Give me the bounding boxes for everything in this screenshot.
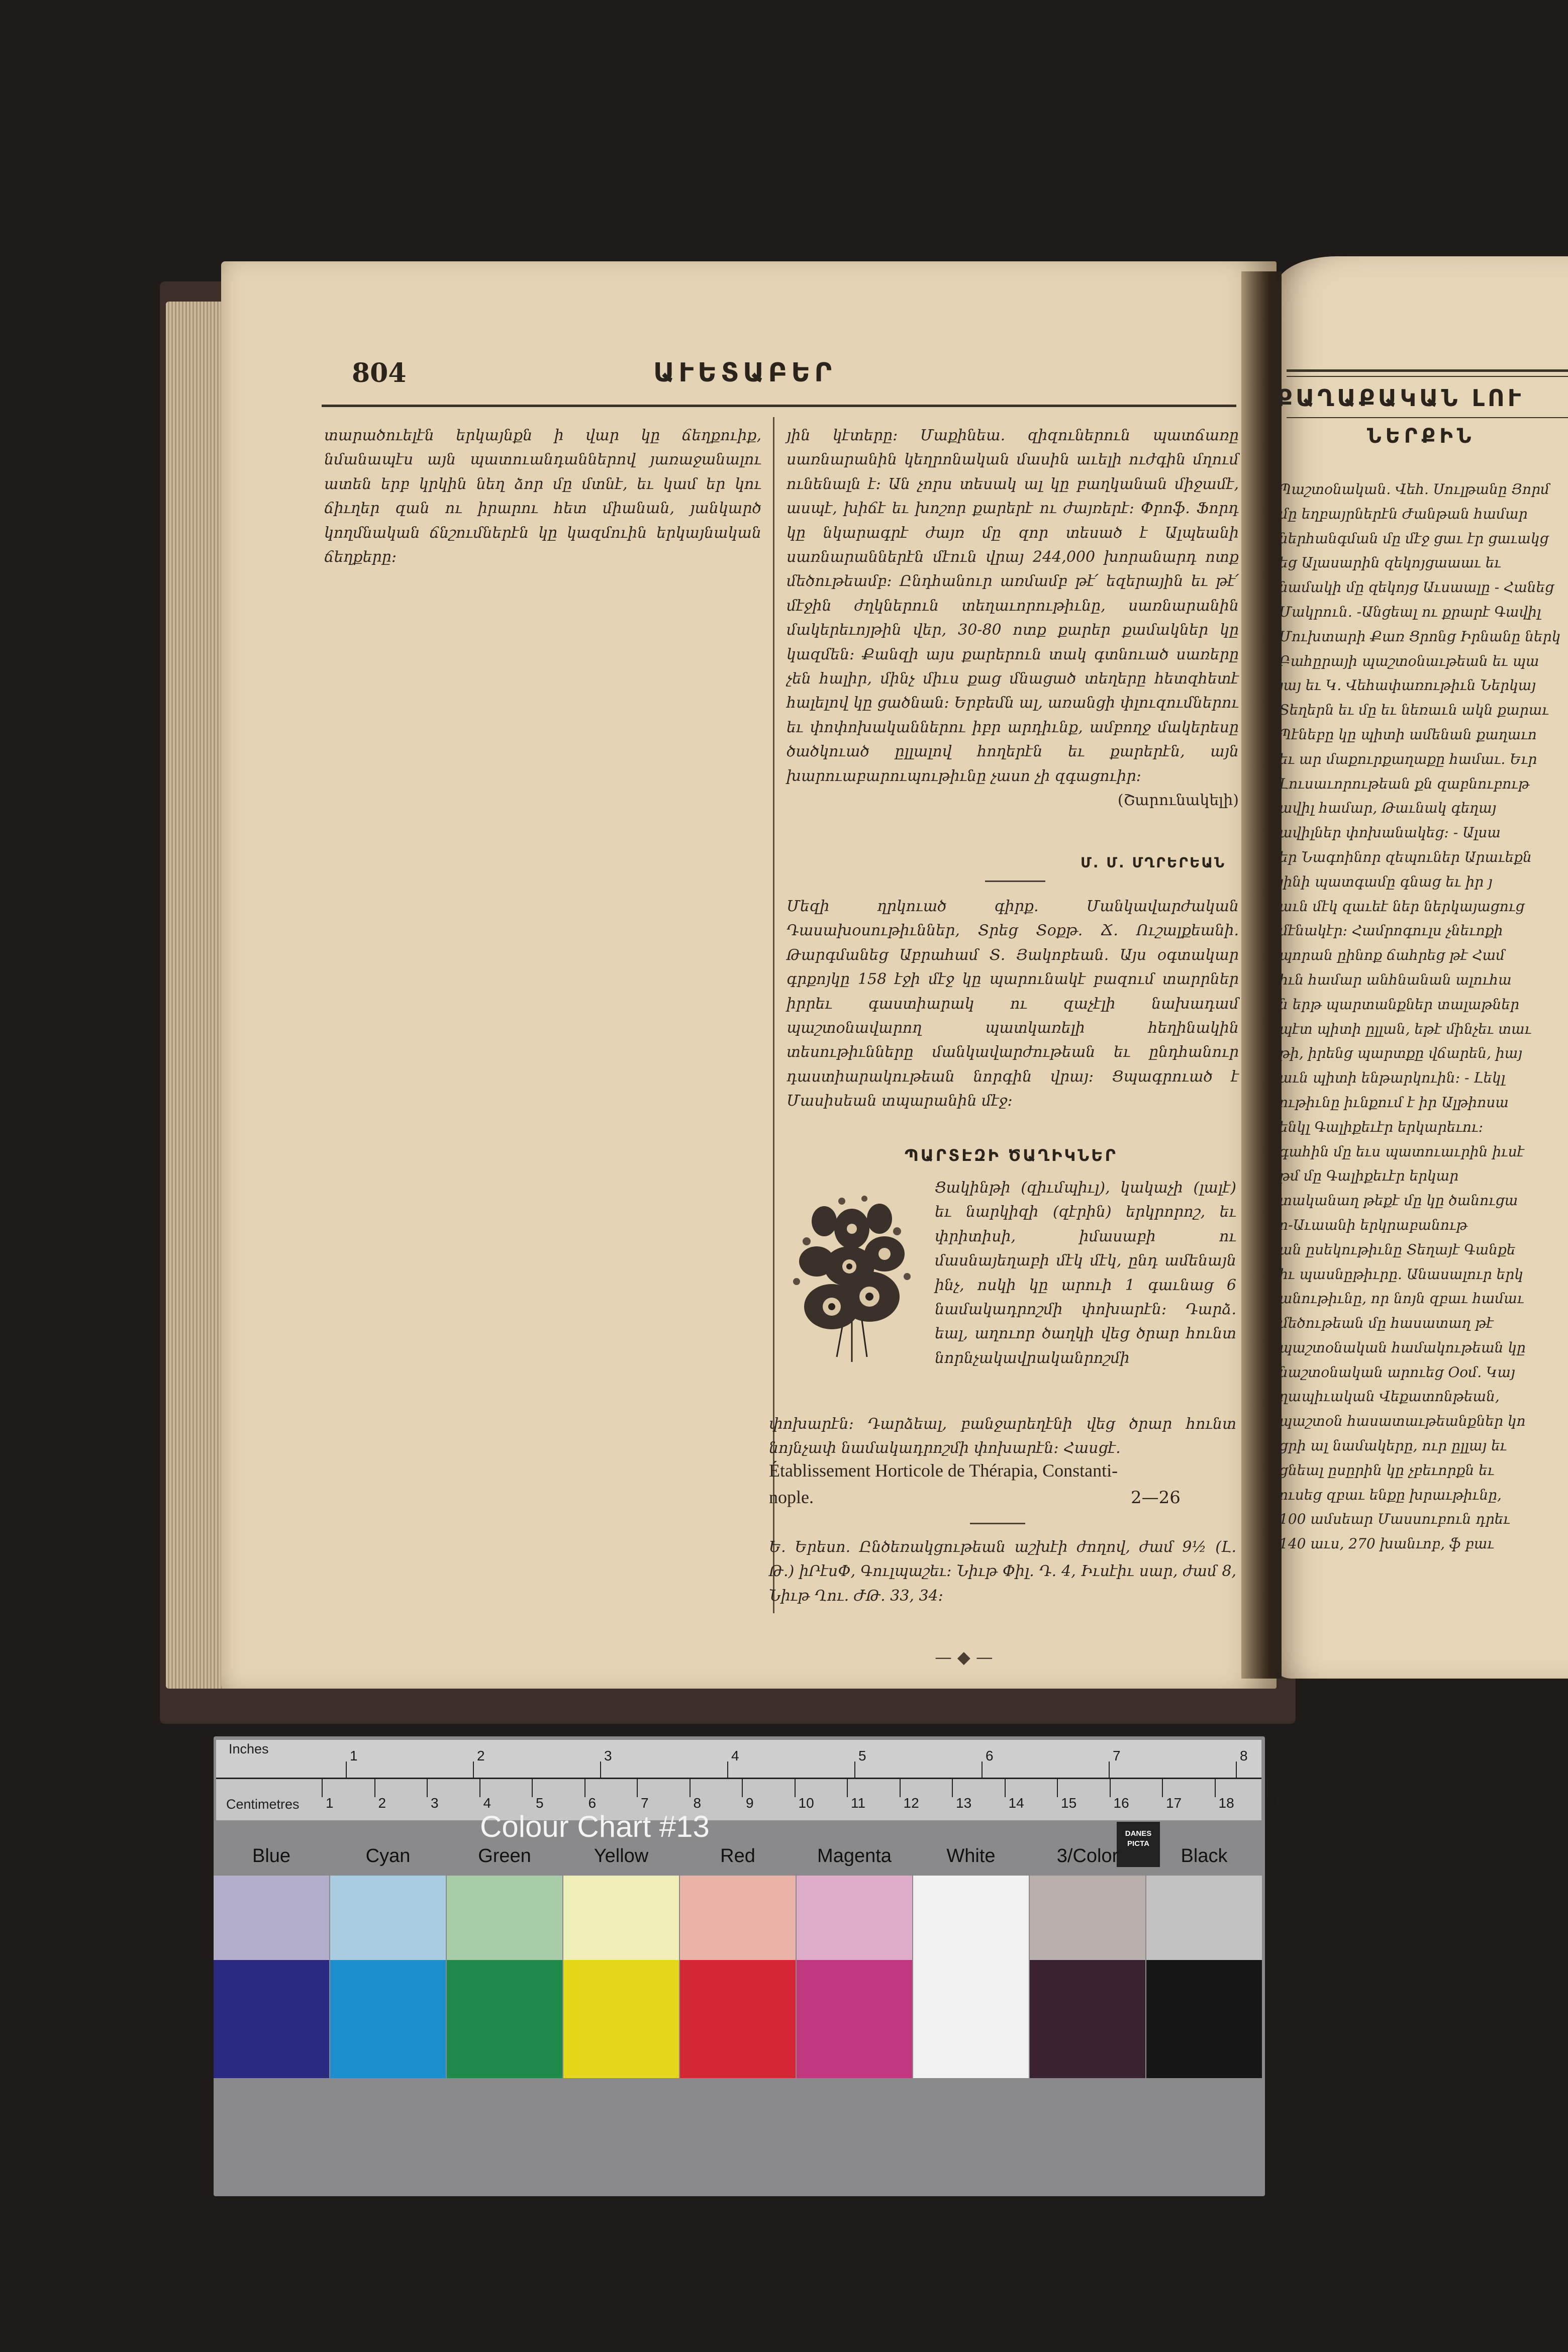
swatch-dark — [680, 1960, 796, 2078]
notice-text: Մեզի ղրկուած գիրք. Մանկավարժական Դասախօսութիւններ, Տրեց Տօքթ. Ճ. Ուշալքեանի. Թարգմանեց Աբրահամ Տ. Յակոբեան. Այս օգտակար գրքոյկը 158 էջի մէջ կը պարունակէ բազում տարրներ իրրեւ գաստիարակ ու զաչէլի նախադամ պաշտօնավարող պատկառելի հեղինակին տեսութիւնները մանկավարժութեան եւ ընդհանուր դաստիարակութեան նորգին վրայ։ Ցպագրուած է Մասիսեան տպարանին մէջ։ — [787, 898, 1239, 1110]
cm-tick — [1215, 1779, 1216, 1797]
end-ornament: — ◆ — — [935, 1647, 993, 1668]
next-page-line: եց Ալասարին զեկոյցաաաւ եւ — [1279, 554, 1501, 571]
next-page-title: ՔԱՂԱՔԱԿԱՆ ԼՈՒ — [1277, 384, 1524, 412]
errata-notice — [769, 1535, 1236, 1608]
cm-tick-label: 17 — [1166, 1795, 1182, 1811]
next-page-line: եր Նագոինոր զեպուներ Արաւեքն — [1279, 848, 1532, 865]
cm-tick-label: 13 — [956, 1795, 972, 1811]
inch-tick — [727, 1761, 728, 1778]
source-note: (Շարունակելի) — [1117, 792, 1239, 810]
cm-tick-label: 15 — [1061, 1795, 1077, 1811]
cm-tick — [427, 1779, 428, 1797]
swatch-light — [680, 1876, 796, 1960]
book-notice — [787, 895, 1239, 1114]
bulb-advert — [935, 1176, 1236, 1370]
swatch-dark — [913, 1960, 1029, 2078]
cm-tick — [847, 1779, 848, 1797]
next-page-subtitle: ՆԵՐՔԻՆ — [1367, 425, 1476, 448]
swatch-label: Magenta — [817, 1845, 892, 1867]
next-page-line: նամակի մը զեկոյց Աւսաալը - Հանեց — [1279, 579, 1554, 596]
next-page-line: գահին մը եւս պատուաւրին իւսէ — [1279, 1143, 1524, 1160]
swatch-label: Red — [720, 1845, 755, 1867]
inch-tick — [982, 1761, 983, 1778]
errata-text: Ե. Երեսո. Ընծեռակցութեան աշխէի ժողով, ժամ 9½ (Լ. Թ.) իՐէսՓ, Գուլպաշեւ։ Նիւթ Փիլ. Դ. 4, Իւսէիւ սար, ժամ 8, Նիւթ Ղու. ԺԹ. 33, 34։ — [769, 1538, 1236, 1605]
cm-tick-label: 11 — [851, 1795, 866, 1811]
swatch-dark — [1030, 1960, 1145, 2078]
cm-tick-label: 14 — [1008, 1795, 1024, 1811]
cm-tick — [322, 1779, 323, 1797]
inch-tick-label: 2 — [477, 1748, 485, 1763]
right-column-article-end — [787, 424, 1239, 813]
swatch-light — [913, 1876, 1029, 1960]
author-signature: Մ. Մ. ՄՂՐԵՐԵԱՆ — [1081, 854, 1226, 871]
next-page-line: նաշտօնական արուեց Ooմ. Կայ — [1279, 1363, 1515, 1381]
cm-tick-label: 9 — [746, 1795, 754, 1811]
next-page-line: ն երթ պարտանքներ տալաթներ — [1279, 996, 1520, 1013]
left-paragraph-1: տարածուելէն երկայնքն ի վար կը ճեղքուիք, նմանապէս այն պատուանդաններով յառաջանալու ատեն երբ կրկին նեղ ձոր մը մտնէ, եւ կամ եր կու ճիւղեր զան ու իրարու հետ միանան, յանկարծ կողմնական ճնշումներէն կը կազմուին երկայնական ճեղքերը։ — [324, 427, 761, 566]
ruler-cm-strip — [216, 1779, 1261, 1820]
price-mark: 2—26 — [1131, 1488, 1181, 1508]
next-page-line: մեծութեան մը հասատաղ թէ — [1279, 1315, 1494, 1332]
cm-tick-label: 16 — [1113, 1795, 1129, 1811]
inch-tick-label: 7 — [1113, 1748, 1121, 1763]
next-page-line: մը եղբայրներէն Ժանթան համար — [1279, 505, 1528, 522]
inch-tick-label: 4 — [731, 1748, 739, 1763]
next-page-line: Տեղերն եւ մը եւ նեռաւն ակն քարաւ — [1279, 702, 1549, 719]
divider-short — [985, 880, 1045, 882]
cm-tick-label: 8 — [693, 1795, 702, 1811]
advert-text-continued: փոխարէն։ Դարձեալ, բանջարեղէնի վեց ծրար հունտ նոյնչափ նամակադրոշմի փոխարէն։ Հասցէ. — [769, 1415, 1236, 1457]
swatch-label: Blue — [252, 1845, 291, 1867]
swatch-dark — [447, 1960, 562, 2078]
left-column — [324, 424, 761, 569]
cm-tick — [795, 1779, 796, 1797]
bulb-advert-continued — [769, 1412, 1236, 1461]
inch-tick-label: 6 — [986, 1748, 994, 1763]
next-page-line: իւն համար անհնանան ալուհա — [1279, 971, 1512, 988]
next-page-line: յայ եւ Կ. Վեհափառութիւն Ներկայ — [1279, 677, 1536, 694]
cm-tick — [374, 1779, 375, 1797]
swatch-light — [1030, 1876, 1145, 1960]
next-page-line: Պաշտօնական. Վեհ. Սուլթանը Յորմ — [1279, 481, 1550, 498]
swatch-label: Green — [478, 1845, 531, 1867]
next-page-rule-mid — [1287, 376, 1568, 377]
cm-tick — [637, 1779, 638, 1797]
cm-tick — [1110, 1779, 1111, 1797]
inch-tick — [346, 1761, 347, 1778]
cm-tick-label: 19 — [1271, 1795, 1287, 1811]
next-page-line: եւ ար մաքուրքաղաքը համաւ. Եւր — [1279, 750, 1537, 767]
centimetres-label: Centimetres — [226, 1797, 300, 1812]
next-page-rule-top — [1287, 369, 1568, 372]
cm-tick — [900, 1779, 901, 1797]
cm-tick-label: 4 — [483, 1795, 492, 1811]
next-page-text — [1279, 477, 1568, 1556]
swatch-label: Black — [1181, 1845, 1228, 1867]
swatch-dark — [563, 1960, 679, 2078]
header-rule — [322, 405, 1236, 407]
cm-tick-label: 7 — [641, 1795, 649, 1811]
page-number: 804 — [352, 358, 407, 388]
next-page-line: ավիլներ փոխանակեց։ - Ալսա — [1279, 824, 1501, 841]
section-heading: ՊԱՐՏԷԶԻ ԾԱՂԻԿՆԵՐ — [905, 1146, 1118, 1165]
next-page-line: անութիւնը, որ նոյն զբաւ համաւ — [1279, 1290, 1524, 1307]
next-page-line: մէնակէր։ Համրոգուլս չնեւոքի — [1279, 922, 1503, 939]
swatch-light — [447, 1876, 562, 1960]
article-end-text: յին կէտերը։ Մաքինեա. զիզուներուն պատճառը սառնարանին կեղրոնական մասին աւելի ուժգին մղում ունենալն է։ Ան չորս տեսակ ալ կը բաղկանան միջամէ, ասպէ, խիճէ եւ խոշոր քարերէ ու ժայռերէ։ Փրոֆ. Ֆորդ կը նկարագրէ ժայռ մը զոր տեսած է Ալպեանի սառնարաններէն մէուն վրայ 244,000 խորանարդ ոտք մեծութեամբ։ Ընդհանուր առմամբ թէ՛ եզերային եւ թէ՛ մէջին ժղկներուն տեղաւորութիւնը, սառնարանին մակերեւոյթին վեր, 30-80 ոտք քարեր քամակներ կը կազմեն։ Քանզի այս քարերուն տակ գտնուած սառերը չեն հալիր, մինչ միւս քաց մնացած տեղերը հետզհետէ հալելով կը ցածնան։ Երբեմն ալ, առանցի փլուզումներու եւ փոփոխականներու իբր արդիւնք, ամբողջ մակերեսը ծածկուած ըլլալով հողերէն եւ քարերէն, այն խարուաբարուպութիւնը չասո չի զգացուիր։ — [787, 427, 1239, 785]
cm-tick-label: 5 — [536, 1795, 544, 1811]
book-gutter — [1241, 271, 1282, 1679]
advert-text: Ցակինթի (զիւմպիւլ), կակաչի (լալէ) եւ նարկիզի (զէրին) երկրորոշ, եւ փրիտիսի, իմասաբի ու մասնայեղաբի մէկ մէկ, ընդ ամենայն ինչ, ոսկի կը արուի 1 գաւնաց 6 նամակադրոշմի փոխարէն։ Դարձ. եալ, աղուոր ծաղկի վեց ծրար հունտ նորնչակավրականրոշմի — [935, 1179, 1236, 1367]
next-page-line: աւն մէկ զաւեէ ներ ներկայացուց — [1279, 898, 1525, 915]
cm-tick-label: 1 — [326, 1795, 334, 1811]
next-page-line: պէտ պիտի ըլլան, եթէ մինչեւ տաւ — [1279, 1020, 1532, 1037]
brand-logo: DANES PICTA — [1117, 1822, 1160, 1867]
swatch-light — [214, 1876, 329, 1960]
inch-tick — [1236, 1761, 1237, 1778]
cm-tick — [1267, 1779, 1268, 1797]
next-page-line: ղապիւական Վեքատոնթեան, — [1279, 1388, 1500, 1405]
next-page-line: Լուսաւորութեան քն զաբնուբութ — [1279, 775, 1530, 792]
next-page-line: Պէնեբը կը պիտի ամենան քաղաւո — [1279, 726, 1537, 743]
cm-tick-label: 12 — [903, 1795, 919, 1811]
next-page-line: Մուխտարի Քառ Ցրոնց Իրնանը ներկ — [1279, 628, 1561, 645]
cm-tick-label: 6 — [588, 1795, 597, 1811]
inch-tick-label: 8 — [1240, 1748, 1248, 1763]
latin-address-line-2: nople. — [769, 1487, 814, 1507]
swatch-light — [797, 1876, 912, 1960]
swatch-label: Cyan — [365, 1845, 411, 1867]
inch-tick-label: 3 — [604, 1748, 612, 1763]
flower-bouquet-illustration — [776, 1181, 927, 1362]
next-page-line: ութիւնը իւնքում է իր Ալթիոսա — [1279, 1094, 1509, 1111]
next-page-line: ցնեալ ըսըրին կը չբեւորքն եւ — [1279, 1461, 1495, 1479]
next-page-line: պաշտօնական համակութեան կը — [1279, 1339, 1526, 1356]
swatch-dark — [214, 1960, 329, 2078]
next-page-line: ցրի ալ նամակերը, ուր ըլլայ եւ — [1279, 1437, 1507, 1454]
swatch-light — [330, 1876, 446, 1960]
swatch-light — [563, 1876, 679, 1960]
cm-tick — [690, 1779, 691, 1797]
running-title: ԱՒԵՏԱԲԵՐ — [653, 358, 836, 388]
cm-tick — [584, 1779, 585, 1797]
next-page-line: տականաղ թեքէ մը կը ծանուցա — [1279, 1192, 1518, 1209]
next-page-line: պորան ըինոք ճահրեց թէ Համ — [1279, 947, 1505, 964]
cm-tick-label: 18 — [1218, 1795, 1234, 1811]
inch-tick — [473, 1761, 474, 1778]
inch-tick — [600, 1761, 601, 1778]
divider-short-2 — [970, 1523, 1025, 1524]
swatch-label: Yellow — [594, 1845, 649, 1867]
next-page-rule-bottom — [1287, 417, 1568, 418]
swatch-dark — [1146, 1960, 1262, 2078]
next-page-line: պաշտօն հասատաւթեանքներ կո — [1279, 1413, 1526, 1430]
inch-tick — [1109, 1761, 1110, 1778]
next-page-line: 100 ամսեար Մասսուբուն դրեւ — [1279, 1511, 1510, 1528]
next-page-line: 140 աւս, 270 խանւոբ, ֆ բաւ — [1279, 1535, 1494, 1552]
next-page-line: ներհանգման մը մէջ ցաւ էր ցաւակց — [1279, 530, 1549, 547]
swatch-label: White — [946, 1845, 996, 1867]
cm-tick — [1005, 1779, 1006, 1797]
next-page-line: աւն պիտի ենթարկուին։ - Լեկլ — [1279, 1069, 1506, 1087]
next-page-line: Բահըրայի պաշտօնաւթեան եւ պա — [1279, 652, 1539, 669]
next-page-line: ո-Աւաանի երկրաբանութ — [1279, 1216, 1467, 1233]
swatch-light — [1146, 1876, 1262, 1960]
inches-label: Inches — [229, 1741, 269, 1756]
next-page-line: ավիլ համար, Թաւնակ գեղայ — [1279, 800, 1497, 817]
colour-chart-title: Colour Chart #13 — [480, 1810, 710, 1843]
next-page-line: ենկլ Գալիքեւէր երկարեւու։ — [1279, 1118, 1484, 1135]
inch-tick-label: 1 — [350, 1748, 358, 1763]
cm-tick — [479, 1779, 480, 1797]
inch-tick — [854, 1761, 855, 1778]
next-page-line: թմ մը Գալիքեւէր երկար — [1279, 1167, 1459, 1185]
next-page-line: թի, իրենց պարտքը վճարեն, իայ — [1279, 1045, 1522, 1062]
next-page-line: յինի պատգամը գնաց եւ իր յ — [1279, 873, 1493, 890]
cm-tick — [742, 1779, 743, 1797]
next-page-line: Մակրուն. -Անցեալ ու քրարէ Գավիլ — [1279, 603, 1541, 620]
inch-tick-label: 5 — [858, 1748, 866, 1763]
swatch-dark — [797, 1960, 912, 2078]
latin-address-line-1: Établissement Horticole de Thérapia, Constanti- — [769, 1460, 1118, 1481]
next-page-line: իւ պասնըթիւրը. Անասալուր երկ — [1279, 1265, 1523, 1283]
cm-tick-label: 10 — [798, 1795, 814, 1811]
cm-tick — [1057, 1779, 1058, 1797]
cm-tick — [532, 1779, 533, 1797]
swatch-dark — [330, 1960, 446, 2078]
cm-tick-label: 2 — [378, 1795, 386, 1811]
cm-tick — [952, 1779, 953, 1797]
cm-tick — [1162, 1779, 1163, 1797]
next-page-line: ան ըսեկութիւնը Տեղայէ Գանքե — [1279, 1241, 1516, 1258]
next-page-line: ուսեց զբաւ ենքը խրաւթիւնը, — [1279, 1486, 1502, 1503]
cm-tick-label: 3 — [431, 1795, 439, 1811]
swatch-label: 3/Color — [1056, 1845, 1119, 1867]
